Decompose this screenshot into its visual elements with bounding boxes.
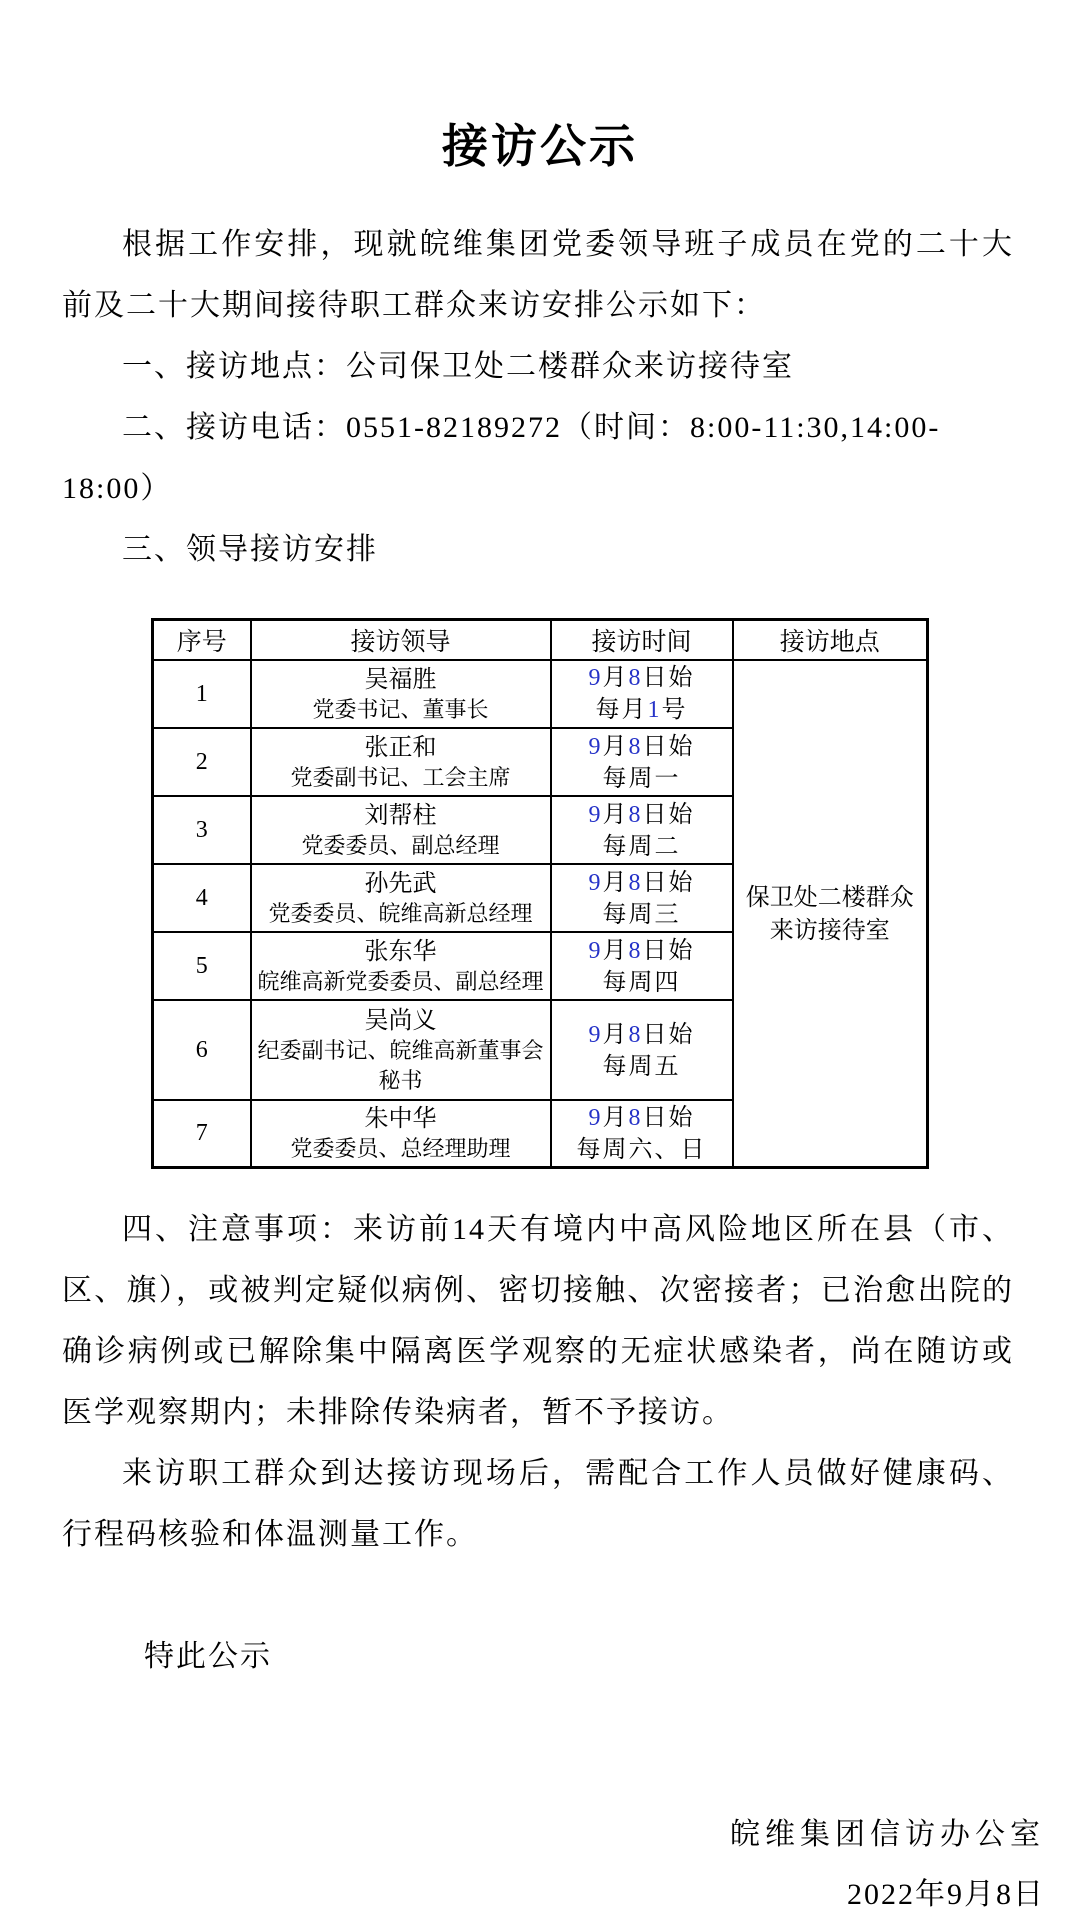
leader-title: 党委副书记、工会主席 <box>290 764 511 790</box>
item-reception-location: 一、接访地点：公司保卫处二楼群众来访接待室 <box>122 350 794 383</box>
leader-title: 党委委员、总经理助理 <box>290 1136 511 1161</box>
arrival-paragraph: 来访职工群众到达接访现场后，需配合工作人员做好健康码、行程码核验和体温测量工作。 <box>62 1457 1014 1551</box>
row-time: 9月8日始 每周四 <box>551 932 733 1000</box>
leader-title: 党委委员、副总经理 <box>301 832 500 858</box>
row-serial: 4 <box>153 864 251 932</box>
leader-title: 纪委副书记、皖维高新董事会秘书 <box>257 1037 544 1093</box>
row-time: 9月8日始 每周五 <box>551 1000 733 1100</box>
row-leader <box>251 796 551 864</box>
closing-statement: 特此公示 <box>144 1640 272 1673</box>
row-serial: 5 <box>153 932 251 1000</box>
reception-schedule-table <box>151 618 929 1169</box>
notes-section <box>0 1199 1080 1687</box>
leader-title: 皖维高新党委委员、副总经理 <box>257 968 544 994</box>
issuing-office: 皖维集团信访办公室 <box>730 1818 1045 1851</box>
header-leader: 接访领导 <box>251 620 551 661</box>
row-time: 9月8日始 每周一 <box>551 728 733 796</box>
row-serial: 7 <box>153 1100 251 1168</box>
table-row <box>153 660 928 728</box>
item-reception-phone: 二、接访电话：0551-82189272（时间：8:00-11:30,14:00-18:00） <box>62 411 941 505</box>
row-time: 9月8日始 每周六、日 <box>551 1100 733 1168</box>
header-location: 接访地点 <box>733 620 928 661</box>
row-serial: 1 <box>153 660 251 728</box>
page-title: 接访公示 <box>442 120 638 172</box>
row-leader <box>251 660 551 728</box>
leader-name: 孙先武 <box>364 869 437 897</box>
leader-name: 刘帮柱 <box>364 801 437 829</box>
row-leader <box>251 1100 551 1168</box>
leader-name: 吴福胜 <box>364 665 437 693</box>
notes-paragraph: 四、注意事项：来访前14天有境内中高风险地区所在县（市、区、旗），或被判定疑似病例、密切接触、次密接者；已治愈出院的确诊病例或已解除集中隔离医学观察的无症状感染者，尚在随访或医学观察期内；未排除传染病者，暂不予接访。 <box>62 1213 1014 1429</box>
table-header-row <box>153 620 928 661</box>
leader-title: 党委委员、皖维高新总经理 <box>268 900 533 926</box>
leader-title: 党委书记、董事长 <box>312 696 489 722</box>
leader-name: 吴尚义 <box>364 1006 437 1034</box>
signature-block <box>0 1805 1080 1920</box>
row-leader <box>251 932 551 1000</box>
row-time: 9月8日始 每月1号 <box>551 660 733 728</box>
row-time: 9月8日始 每周二 <box>551 796 733 864</box>
leader-name: 张东华 <box>364 937 437 965</box>
document-body <box>0 214 1080 580</box>
item-leader-schedule: 三、领导接访安排 <box>122 533 378 566</box>
row-serial: 2 <box>153 728 251 796</box>
row-leader <box>251 864 551 932</box>
row-leader <box>251 1000 551 1100</box>
issue-date: 2022年9月8日 <box>847 1878 1045 1911</box>
leader-name: 张正和 <box>364 733 437 761</box>
header-time: 接访时间 <box>551 620 733 661</box>
leader-name: 朱中华 <box>364 1105 437 1132</box>
row-time: 9月8日始 每周三 <box>551 864 733 932</box>
row-serial: 3 <box>153 796 251 864</box>
row-leader <box>251 728 551 796</box>
row-serial: 6 <box>153 1000 251 1100</box>
intro-paragraph: 根据工作安排，现就皖维集团党委领导班子成员在党的二十大前及二十大期间接待职工群众来访安排公示如下： <box>62 228 1014 322</box>
merged-location-cell: 保卫处二楼群众来访接待室 <box>733 660 928 1168</box>
header-serial-no: 序号 <box>153 620 251 661</box>
